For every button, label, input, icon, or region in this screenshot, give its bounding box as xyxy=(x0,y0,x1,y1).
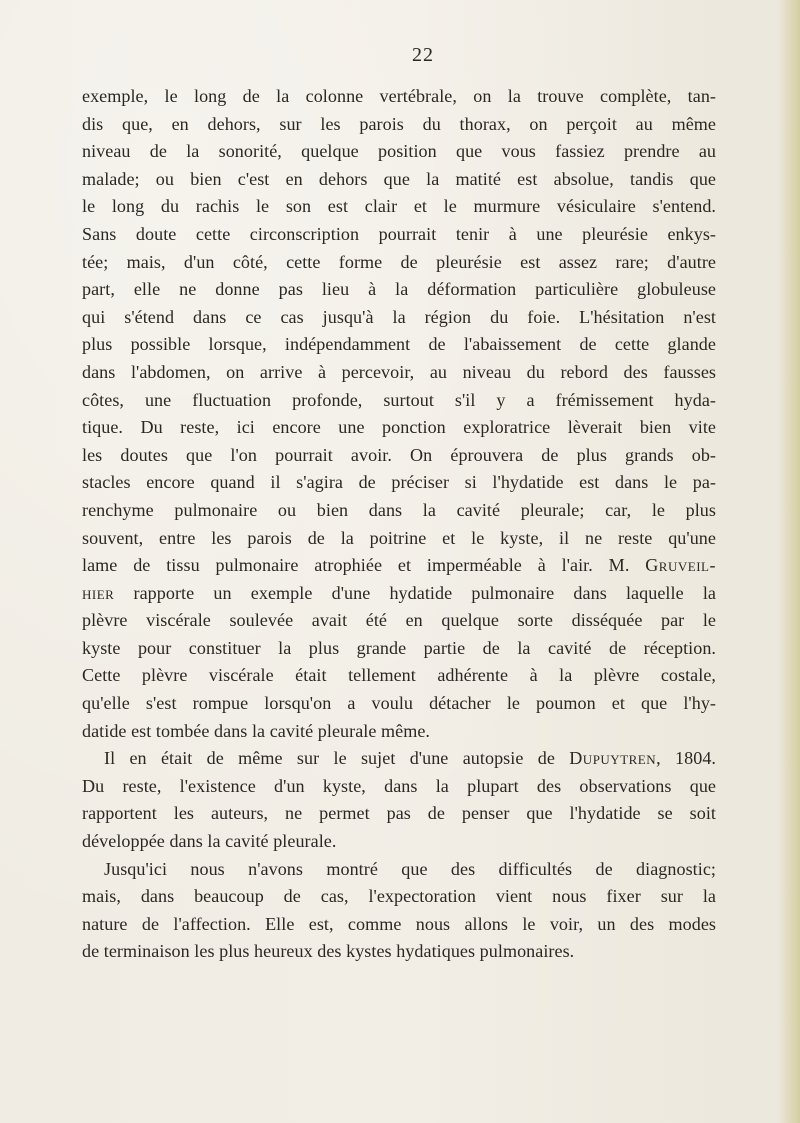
text-line: exemple, le long de la colonne vertébrale, on la trouve complète, tan- xyxy=(82,86,716,106)
text-line: mais, dans beaucoup de cas, l'expectoration vient nous fixer sur la xyxy=(82,886,716,907)
text-segment: rapporte un exemple d'une hydatide pulmonaire dans laquelle la xyxy=(114,582,716,603)
text-line: qui s'étend dans ce cas jusqu'à la région du foie. L'hésitation n'est xyxy=(82,306,716,327)
text-segment: , 1804. xyxy=(656,748,716,769)
text-line-with-author xyxy=(82,580,716,608)
text-line: nature de l'affection. Elle est, comme nous allons le voir, un des modes xyxy=(82,913,716,934)
text-line: Du reste, l'existence d'un kyste, dans la plupart des observations que xyxy=(82,775,716,796)
body-text xyxy=(82,83,716,966)
text-line: de terminaison les plus heureux des kystes hydatiques pulmonaires. xyxy=(82,941,575,962)
text-line-with-author xyxy=(82,552,716,580)
text-line: renchyme pulmonaire ou bien dans la cavité pleurale; car, le plus xyxy=(82,499,716,520)
text-line: qu'elle s'est rompue lorsqu'on a voulu détacher le poumon et que l'hy- xyxy=(82,693,716,714)
paragraph-2 xyxy=(82,745,716,855)
text-line: datide est tombée dans la cavité pleurale même. xyxy=(82,720,430,741)
text-line-with-author xyxy=(82,745,716,773)
text-line: kyste pour constituer la plus grande partie de la cavité de réception. xyxy=(82,637,716,658)
text-line: tée; mais, d'un côté, cette forme de pleurésie est assez rare; d'autre xyxy=(82,251,716,272)
author-name: Dupuytren xyxy=(569,748,657,769)
page-edge-shadow xyxy=(778,0,800,1123)
text-line: tique. Du reste, ici encore une ponction exploratrice lèverait bien vite xyxy=(82,417,716,438)
author-name-continued: hier xyxy=(82,582,115,603)
text-line: stacles encore quand il s'agira de préciser si l'hydatide est dans le pa- xyxy=(82,472,716,493)
text-line: plèvre viscérale soulevée avait été en quelque sorte disséquée par le xyxy=(82,610,716,631)
text-line: le long du rachis le son est clair et le murmure vésiculaire s'entend. xyxy=(82,196,716,217)
text-line: côtes, une fluctuation profonde, surtout s'il y a frémissement hyda- xyxy=(82,389,716,410)
text-line: souvent, entre les parois de la poitrine et le kyste, il ne reste qu'une xyxy=(82,527,716,548)
author-name: Gruveil- xyxy=(645,555,716,576)
paragraph-3 xyxy=(82,856,716,966)
text-line: malade; ou bien c'est en dehors que la matité est absolue, tandis que xyxy=(82,168,716,189)
page-number: 22 xyxy=(412,44,434,66)
text-line: part, elle ne donne pas lieu à la déformation particulière globuleuse xyxy=(82,279,716,300)
text-line: rapportent les auteurs, ne permet pas de penser que l'hydatide se soit xyxy=(82,803,716,824)
text-line: Sans doute cette circonscription pourrait tenir à une pleurésie enkys- xyxy=(82,223,716,244)
text-line: développée dans la cavité pleurale. xyxy=(82,831,337,852)
text-line: les doutes que l'on pourrait avoir. On éprouvera de plus grands ob- xyxy=(82,444,716,465)
text-line: plus possible lorsque, indépendamment de l'abaissement de cette glande xyxy=(82,334,716,355)
text-line: niveau de la sonorité, quelque position que vous fassiez prendre au xyxy=(82,141,716,162)
text-line: dans l'abdomen, on arrive à percevoir, au niveau du rebord des fausses xyxy=(82,361,716,382)
text-line: Cette plèvre viscérale était tellement adhérente à la plèvre costale, xyxy=(82,665,716,686)
text-line: Jusqu'ici nous n'avons montré que des difficultés de diagnostic; xyxy=(104,858,716,879)
text-segment: lame de tissu pulmonaire atrophiée et imperméable à l'air. M. xyxy=(82,555,646,576)
paragraph-1 xyxy=(82,83,716,745)
text-segment: Il en était de même sur le sujet d'une autopsie de xyxy=(104,748,570,769)
text-line: dis que, en dehors, sur les parois du thorax, on perçoit au même xyxy=(82,113,716,134)
